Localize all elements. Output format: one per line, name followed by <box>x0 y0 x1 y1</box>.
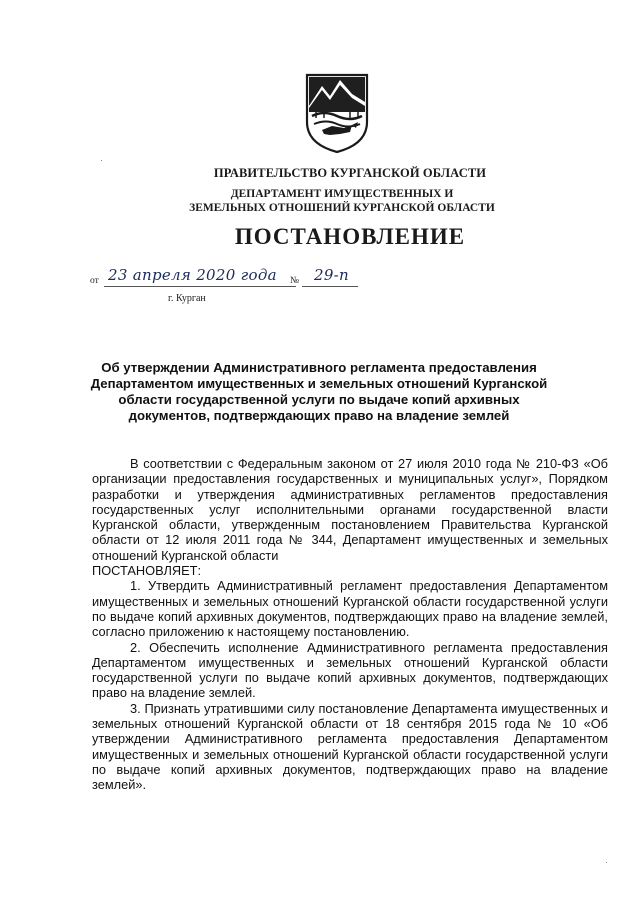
handwritten-date: 23 апреля 2020 года <box>108 266 277 284</box>
number-label: № <box>290 276 300 286</box>
document-subject-heading: Об утверждении Административного регламента предоставления Департаментом имущественных и земельных отношений Курганской области государственной услуги по выдаче копий архивных документов, подтверждающих право на владение землей <box>90 360 548 423</box>
department-name-line-1: ДЕПАРТАМЕНТ ИМУЩЕСТВЕННЫХ И <box>230 188 454 200</box>
government-name: ПРАВИТЕЛЬСТВО КУРГАНСКОЙ ОБЛАСТИ <box>213 166 487 180</box>
number-underline <box>302 286 358 287</box>
department-name-line-2: ЗЕМЕЛЬНЫХ ОТНОШЕНИЙ КУРГАНСКОЙ ОБЛАСТИ <box>189 202 495 214</box>
preamble-paragraph: В соответствии с Федеральным законом от 27 июля 2010 года № 210-ФЗ «Об организации предоставления государственных и муниципальных услуг», Порядком разработки и утверждения административных регламентов предоставления государственных услуг исполнительными органами государственной власти Курганской области, утвержденным постановлением Правительства Курганской области от 12 июля 2011 года № 344, Департамент имущественных и земельных отношений Курганской области <box>92 456 608 563</box>
clause-1: 1. Утвердить Административный регламент предоставления Департаментом имущественных и земельных отношений Курганской области государственной услуги по выдаче копий архивных документов, подтверждающих право на владение землей, согласно приложению к настоящему постановлению. <box>92 578 608 640</box>
resolves-label: ПОСТАНОВЛЯЕТ: <box>92 563 202 579</box>
document-type-title: ПОСТАНОВЛЕНИЕ <box>234 224 466 249</box>
scan-speck <box>101 160 102 161</box>
city-label: г. Курган <box>168 293 206 304</box>
clause-3: 3. Признать утратившими силу постановление Департамента имущественных и земельных отношений Курганской области от 18 сентября 2015 года № 10 «Об утверждении Административного регламента предоставления Департаментом имущественных и земельных отношений Курганской области государственной услуги по выдаче копий архивных документов, подтверждающих право на владение землей». <box>92 700 608 793</box>
handwritten-number: 29-п <box>314 266 350 284</box>
document-body <box>92 456 608 793</box>
date-underline <box>104 286 296 287</box>
scan-speck <box>606 862 607 863</box>
clause-2: 2. Обеспечить исполнение Административного регламента предоставления Департаментом имущественных и земельных отношений Курганской области государственной услуги по выдаче копий архивных документов, подтверждающих право на владение землей. <box>92 639 608 701</box>
date-number-line <box>90 266 390 296</box>
date-from-label: от <box>90 276 99 286</box>
coat-of-arms-icon <box>304 72 370 154</box>
